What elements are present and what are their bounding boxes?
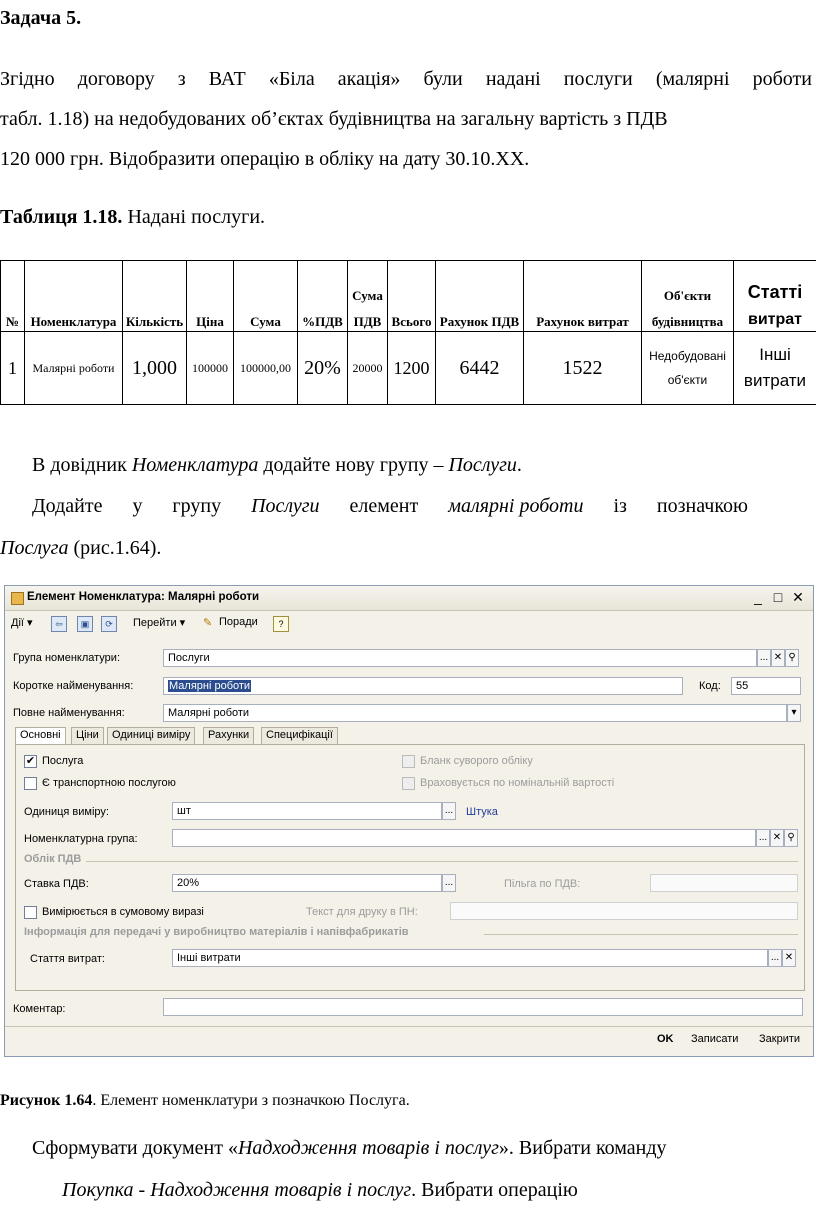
window-titlebar	[5, 586, 813, 611]
expense-clear-button[interactable]: ✕	[782, 949, 796, 967]
actions-menu[interactable]: Дії ▾	[11, 617, 33, 629]
full-name-label: Повне найменування:	[13, 707, 125, 719]
bottom-line-1: Сформувати документ «Надходження товарів і послуг». Вибрати команду	[32, 1137, 667, 1159]
col-header-objects: Об'єкти будівництва	[642, 261, 734, 332]
col-header-nomenclature: Номенклатура	[25, 261, 123, 332]
tips-button[interactable]: Поради	[219, 616, 258, 628]
cell-sum: 100000,00	[234, 332, 298, 405]
tab-accounts[interactable]: Рахунки	[203, 727, 254, 744]
transport-checkbox-label: Є транспортною послугою	[42, 777, 176, 789]
nominal-cost-label: Враховується по номінальній вартості	[420, 777, 615, 789]
group-search-icon[interactable]: ⚲	[785, 649, 799, 667]
nomenclature-group-field[interactable]	[172, 829, 756, 847]
group-field[interactable]: Послуги	[163, 649, 757, 667]
unit-label: Одиниця виміру:	[24, 806, 109, 818]
tab-units[interactable]: Одиниці виміру	[107, 727, 195, 744]
task-paragraph-line-1: Згідно договору з ВАТ «Біла акація» були надані послуги (малярні роботи	[0, 68, 812, 90]
instruction-line-2: Додайте у групу Послуги елемент малярні роботи із позначкою	[32, 495, 748, 517]
cell-expense-account: 1522	[524, 332, 642, 405]
strict-form-checkbox[interactable]	[402, 755, 415, 768]
main-tab-panel	[15, 744, 805, 991]
cell-price: 100000	[187, 332, 234, 405]
tab-specifications[interactable]: Специфікації	[261, 727, 338, 744]
task-paragraph-line-2: табл. 1.18) на недобудованих об’єктах будівництва на загальну вартість з ПДВ	[0, 108, 668, 130]
task-paragraph-line-3: 120 000 грн. Відобразити операцію в обліку на дату 30.10.ХХ.	[0, 148, 530, 170]
expense-article-label: Стаття витрат:	[30, 953, 105, 965]
minimize-icon[interactable]: _	[754, 589, 762, 605]
code-field[interactable]: 55	[731, 677, 801, 695]
col-header-vat-account: Рахунок ПДВ	[436, 261, 524, 332]
task-heading: Задача 5.	[0, 7, 82, 29]
help-button[interactable]: ?	[273, 616, 289, 632]
nominal-cost-checkbox[interactable]	[402, 777, 415, 790]
nomenclature-element-window	[4, 585, 814, 1057]
ok-button[interactable]: OK	[657, 1033, 674, 1045]
tips-icon: ✎	[203, 617, 213, 629]
group-clear-button[interactable]: ✕	[771, 649, 785, 667]
maximize-icon[interactable]: □	[773, 589, 783, 605]
service-checkbox[interactable]: ✔	[25, 755, 36, 767]
cell-article: Інші витрати	[734, 332, 816, 405]
code-label: Код:	[699, 680, 721, 692]
nomgroup-select-button[interactable]: ...	[756, 829, 770, 847]
sum-expression-checkbox[interactable]	[24, 906, 37, 919]
close-icon[interactable]: ✕	[792, 589, 804, 605]
vat-rate-label: Ставка ПДВ:	[24, 878, 89, 890]
tab-main[interactable]: Основні	[15, 727, 66, 745]
bottom-line-2: Покупка - Надходження товарів і послуг. Вибрати операцію	[62, 1179, 578, 1201]
transport-checkbox[interactable]	[24, 777, 37, 790]
col-header-expense-account: Рахунок витрат	[524, 261, 642, 332]
folder-icon	[11, 592, 24, 605]
short-name-field[interactable]: Малярні роботи	[163, 677, 683, 695]
group-label: Група номенклатури:	[13, 652, 120, 664]
vat-rate-select-button[interactable]: ...	[442, 874, 456, 892]
close-button[interactable]: Закрити	[759, 1033, 801, 1045]
comment-label: Коментар:	[13, 1003, 66, 1015]
table-row	[1, 332, 816, 405]
tab-prices[interactable]: Ціни	[71, 727, 104, 744]
service-checkbox-label: Послуга	[42, 755, 84, 767]
figure-caption: Рисунок 1.64. Елемент номенклатури з позначкою Послуга.	[0, 1092, 410, 1109]
vat-benefit-label: Пільга по ПДВ:	[504, 878, 581, 890]
table-caption: Таблиця 1.18. Надані послуги.	[0, 206, 266, 228]
cell-vat-pct: 20%	[298, 332, 348, 405]
structure-icon[interactable]: ▣	[77, 616, 93, 632]
col-header-articles: Статті витрат	[734, 261, 816, 332]
full-name-field[interactable]: Малярні роботи	[163, 704, 787, 722]
services-table	[0, 260, 816, 405]
nomenclature-group-label: Номенклатурна група:	[24, 833, 138, 845]
toolbar	[5, 612, 813, 636]
cell-vat-sum: 20000	[348, 332, 388, 405]
cell-nomenclature: Малярні роботи	[25, 332, 123, 405]
cell-total: 1200	[388, 332, 436, 405]
group-select-button[interactable]: ...	[757, 649, 771, 667]
col-header-total: Всього	[388, 261, 436, 332]
instruction-line-3: Послуга (рис.1.64).	[0, 537, 162, 559]
vat-rate-field[interactable]: 20%	[172, 874, 442, 892]
col-header-vat-pct: %ПДВ	[298, 261, 348, 332]
comment-field[interactable]	[163, 998, 803, 1016]
refresh-icon[interactable]: ⟳	[101, 616, 117, 632]
vat-section-title: Облік ПДВ	[24, 853, 82, 865]
production-section-divider	[484, 934, 798, 935]
window-title: Елемент Номенклатура: Малярні роботи	[27, 591, 260, 603]
goto-menu[interactable]: Перейти ▾	[133, 617, 186, 629]
production-section-title: Інформація для передачі у виробництво матеріалів і напівфабрикатів	[24, 926, 409, 938]
nomgroup-clear-button[interactable]: ✕	[770, 829, 784, 847]
unit-select-button[interactable]: ...	[442, 802, 456, 820]
cell-no: 1	[1, 332, 25, 405]
print-text-label: Текст для друку в ПН:	[306, 906, 418, 918]
col-header-price: Ціна	[187, 261, 234, 332]
expense-article-field[interactable]: Інші витрати	[172, 949, 768, 967]
short-name-label: Коротке найменування:	[13, 680, 134, 692]
back-arrow-icon[interactable]: ⇦	[51, 616, 67, 632]
instruction-line-1: В довідник Номенклатура додайте нову групу – Послуги.	[32, 454, 522, 476]
table-header-row	[1, 261, 816, 332]
full-name-dropdown-icon[interactable]: ▾	[787, 704, 801, 722]
col-header-no: №	[1, 261, 25, 332]
unit-link[interactable]: Штука	[466, 806, 498, 818]
col-header-quantity: Кількість	[123, 261, 187, 332]
nomgroup-search-icon[interactable]: ⚲	[784, 829, 798, 847]
save-button[interactable]: Записати	[691, 1033, 739, 1045]
print-text-field[interactable]	[450, 902, 798, 920]
cell-object: Недобудовані об'єкти	[642, 332, 734, 405]
cell-vat-account: 6442	[436, 332, 524, 405]
col-header-sum: Сума	[234, 261, 298, 332]
vat-benefit-field[interactable]	[650, 874, 798, 892]
strict-form-label: Бланк суворого обліку	[420, 755, 533, 767]
col-header-vat-sum: Сума ПДВ	[348, 261, 388, 332]
expense-select-button[interactable]: ...	[768, 949, 782, 967]
sum-expression-label: Вимірюється в сумовому виразі	[42, 906, 204, 918]
vat-section-divider	[86, 861, 798, 862]
footer-divider	[5, 1026, 813, 1027]
cell-quantity: 1,000	[123, 332, 187, 405]
unit-field[interactable]: шт	[172, 802, 442, 820]
